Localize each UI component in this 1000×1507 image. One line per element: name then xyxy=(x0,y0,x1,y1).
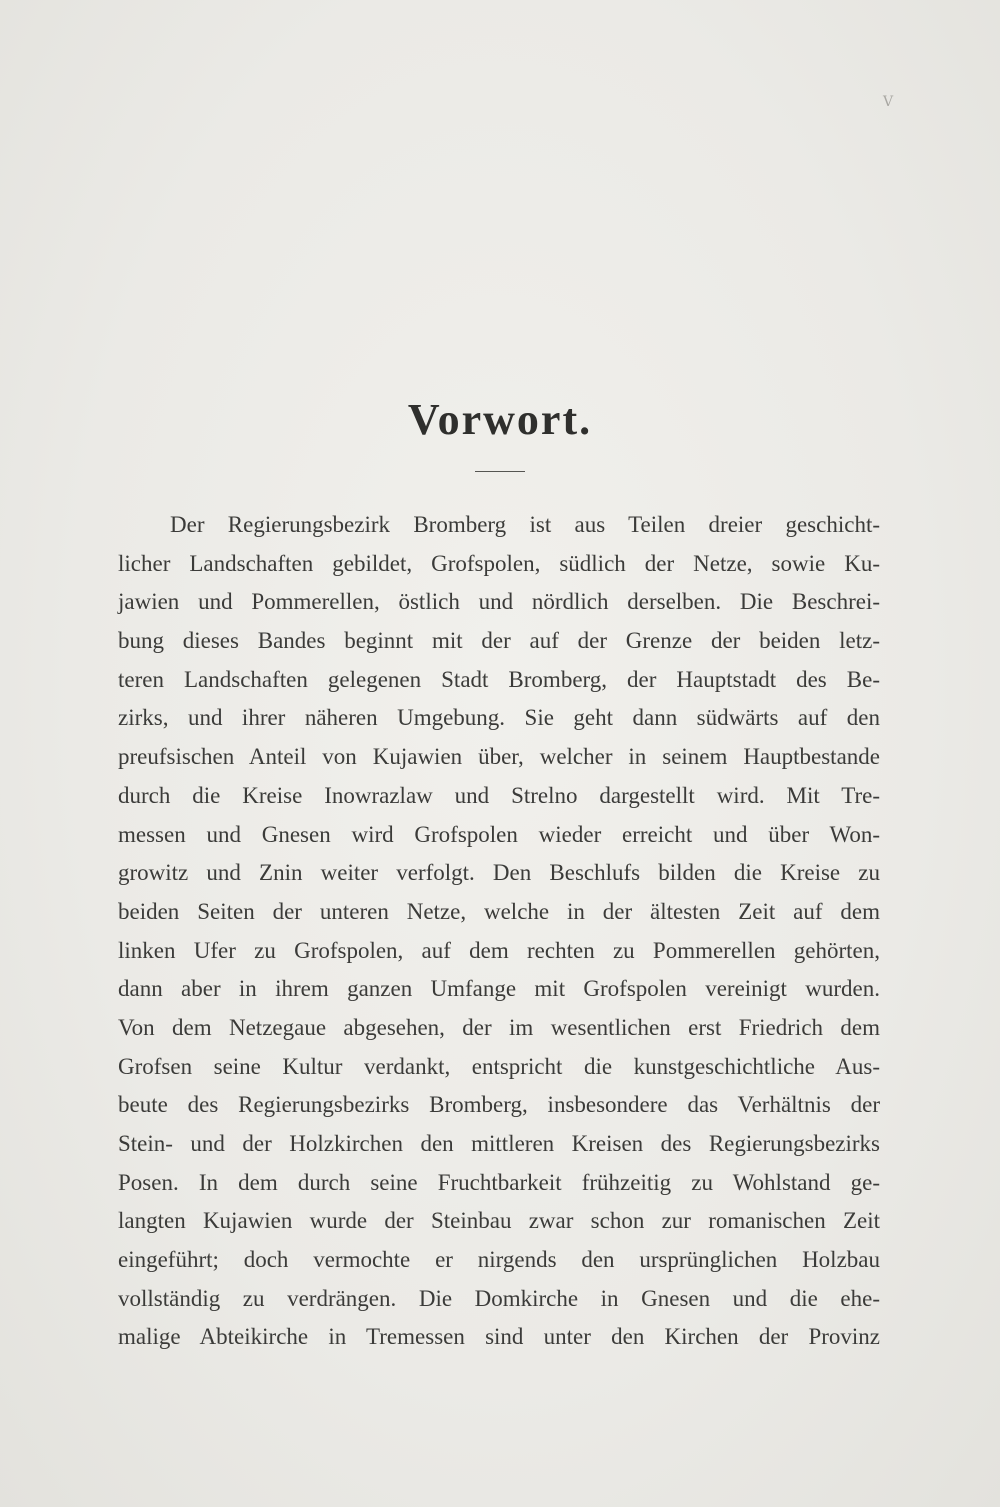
text-line: dann aber in ihrem ganzen Umfange mit Grofspolen vereinigt wurden. xyxy=(118,976,880,1002)
body-paragraph xyxy=(118,506,880,1357)
text-line: langten Kujawien wurde der Steinbau zwar schon zur romanischen Zeit xyxy=(118,1208,880,1234)
text-line: Von dem Netzegaue abgesehen, der im wesentlichen erst Friedrich dem xyxy=(118,1014,880,1040)
text-line: licher Landschaften gebildet, Grofspolen, südlich der Netze, sowie Ku- xyxy=(118,550,880,576)
text-line: beute des Regierungsbezirks Bromberg, insbesondere das Verhältnis der xyxy=(118,1092,880,1118)
text-line: eingeführt; doch vermochte er nirgends den ursprünglichen Holzbau xyxy=(118,1247,880,1273)
text-line: Der Regierungsbezirk Bromberg ist aus Teilen dreier geschicht- xyxy=(170,512,880,537)
text-line: zirks, und ihrer näheren Umgebung. Sie geht dann südwärts auf den xyxy=(118,705,880,731)
text-line: Grofsen seine Kultur verdankt, entspricht die kunstgeschichtliche Aus- xyxy=(118,1053,880,1079)
page-title: Vorwort. xyxy=(407,395,593,444)
text-line: durch die Kreise Inowrazlaw und Strelno dargestellt wird. Mit Tre- xyxy=(118,782,880,808)
page-corner-mark: V xyxy=(883,94,894,110)
text-line: bung dieses Bandes beginnt mit der auf der Grenze der beiden letz- xyxy=(118,628,880,654)
text-line: jawien und Pommerellen, östlich und nördlich derselben. Die Beschrei- xyxy=(118,589,880,615)
text-line: teren Landschaften gelegenen Stadt Bromberg, der Hauptstadt des Be- xyxy=(118,666,880,692)
text-line: messen und Gnesen wird Grofspolen wieder erreicht und über Won- xyxy=(118,821,880,847)
text-line: linken Ufer zu Grofspolen, auf dem rechten zu Pommerellen gehörten, xyxy=(118,937,880,963)
title-divider xyxy=(475,471,525,472)
text-line: beiden Seiten der unteren Netze, welche in der ältesten Zeit auf dem xyxy=(118,898,880,924)
text-line: growitz und Znin weiter verfolgt. Den Beschlufs bilden die Kreise zu xyxy=(118,860,880,886)
text-line: vollständig zu verdrängen. Die Domkirche in Gnesen und die ehe- xyxy=(118,1285,880,1311)
text-line: Stein- und der Holzkirchen den mittleren Kreisen des Regierungsbezirks xyxy=(118,1131,880,1156)
text-line: malige Abteikirche in Tremessen sind unter den Kirchen der Provinz xyxy=(118,1324,880,1350)
text-line: Posen. In dem durch seine Fruchtbarkeit frühzeitig zu Wohlstand ge- xyxy=(118,1169,880,1195)
text-line: preufsischen Anteil von Kujawien über, welcher in seinem Hauptbestande xyxy=(118,744,880,770)
